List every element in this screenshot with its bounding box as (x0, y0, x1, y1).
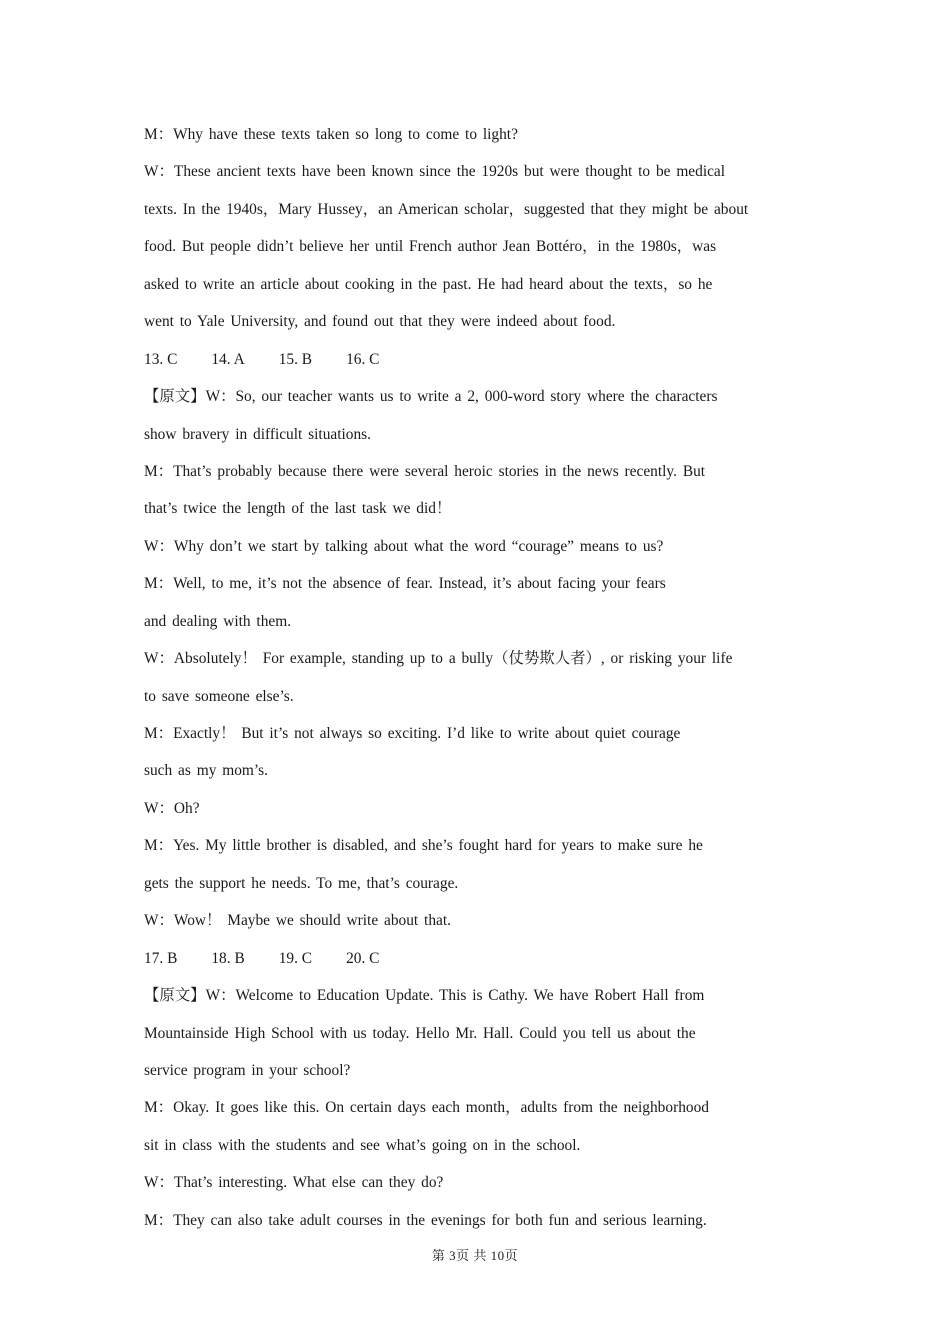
answer-item: 18. B (211, 949, 245, 967)
answer-item: 20. C (346, 949, 380, 967)
text-line: M：Well, to me, it’s not the absence of fear. Instead, it’s about facing your fears (144, 575, 666, 593)
text-line: to save someone else’s. (144, 687, 294, 705)
answer-item: 13. C (144, 350, 178, 368)
text-line: service program in your school? (144, 1061, 351, 1079)
answer-item: 19. C (278, 949, 313, 967)
text-line: such as my mom’s. (144, 762, 268, 780)
text-line: M：They can also take adult courses in the evenings for both fun and serious learning. (144, 1211, 707, 1229)
text-line: 【原文】W：So, our teacher wants us to write a 2, 000-word story where the characters (144, 388, 718, 406)
answer-item: 14. A (211, 350, 245, 368)
text-line: and dealing with them. (144, 612, 292, 630)
text-line: gets the support he needs. To me, that’s courage. (144, 874, 459, 892)
text-line: W：Oh? (144, 799, 200, 817)
text-line: W：That’s interesting. What else can they do? (144, 1174, 444, 1192)
text-line: M：Exactly！ But it’s not always so exciting. I’d like to write about quiet courage (144, 725, 681, 742)
text-line: texts. In the 1940s，Mary Hussey，an American scholar，suggested that they might be about (144, 200, 749, 218)
text-line: went to Yale University, and found out that they were indeed about food. (144, 313, 616, 331)
text-body (144, 116, 834, 1239)
text-line: W：These ancient texts have been known since the 1920s but were thought to be medical (144, 163, 726, 181)
text-line: that’s twice the length of the last task we did！ (144, 500, 452, 518)
text-line: M：That’s probably because there were several heroic stories in the news recently. But (144, 462, 706, 480)
answer-item: 16. C (346, 350, 380, 368)
text-line: Mountainside High School with us today. Hello Mr. Hall. Could you tell us about the (144, 1024, 696, 1042)
text-line: W：Why don’t we start by talking about what the word “courage” means to us? (144, 537, 664, 555)
page-footer: 第 3页 共 10页 (431, 1248, 519, 1263)
answer-item: 15. B (278, 350, 313, 368)
answer-item: 17. B (144, 949, 178, 967)
answer-key-row (144, 341, 834, 378)
text-line: food. But people didn’t believe her until French author Jean Bottéro，in the 1980s，was (144, 238, 717, 256)
text-line: show bravery in difficult situations. (144, 425, 372, 443)
text-line: W：Absolutely！ For example, standing up to a bully（仗势欺人者）, or risking your life (144, 650, 733, 668)
text-line: M：Why have these texts taken so long to come to light? (144, 126, 518, 143)
answer-key-row (144, 940, 834, 977)
text-line: M：Okay. It goes like this. On certain days each month，adults from the neighborhood (144, 1099, 709, 1117)
text-line: 【原文】W：Welcome to Education Update. This is Cathy. We have Robert Hall from (144, 987, 705, 1005)
text-line: sit in class with the students and see what’s going on in the school. (144, 1136, 581, 1154)
text-line: M：Yes. My little brother is disabled, and she’s fought hard for years to make sure he (144, 837, 703, 855)
text-line: asked to write an article about cooking in the past. He had heard about the texts，so he (144, 275, 713, 293)
text-line: W：Wow！ Maybe we should write about that. (144, 912, 451, 930)
